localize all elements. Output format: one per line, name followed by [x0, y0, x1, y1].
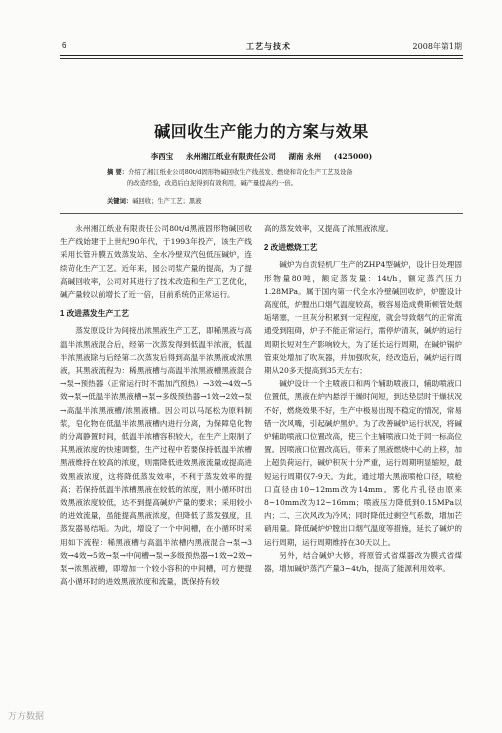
journal-name: 工艺与技术	[246, 41, 291, 51]
continued-paragraph: 高的蒸发效率，又提高了浓黑液浓度。	[264, 224, 394, 233]
keywords	[107, 196, 417, 205]
issue-label: 2008年第1期	[412, 42, 462, 51]
abstract-label: 摘 要：	[107, 169, 129, 176]
header-rule-thin	[60, 58, 463, 59]
author-name: 李西宝	[150, 152, 174, 161]
section-1-heading: 1 改进蒸发生产工艺	[60, 309, 129, 319]
section-2-paragraph-2: 碱炉设计一个主喷液口和两个辅助喷液口，辅助喷液口位置低，黑液在炉内悬浮干燥时间短，到达垫层时干燥状况不好，燃烧效果不好，生产中极易出现不稳定的情况，常易错一次风嘴，引起碱炉黑炉。为了改善碱炉运行状况，将碱炉辅助喷液口位置改高，使三个主辅喷液口处于同一标高位置。因喷液口位置改高后，带来了黑液燃烧中心的上移，加上超负荷运行，碱炉积灰十分严重，运行周期明显缩短，最短运行周期仅7-9天。为此，通过增大黑液喷枪口径，喷枪口直径由10~12mm改为14mm。雾化片孔径由原来8~10mm改为12~16mm；喷液压力降低到0.15MPa以内；二、三次风改为冷风；同时降低过剩空气系数，增加芒硝用量。降低碱炉炉膛出口烟气温度等措施，延长了碱炉的运行周期，运行周期维持在30天以上。	[264, 379, 462, 547]
intro-paragraph: 永州湘江纸业有限责任公司80t/d黑液固形物碱回收生产线始建于上世纪90年代，于1993年投产，该生产线采用长管升膜五效蒸发站、全水冷壁双汽包低压碱炉，连续苛化生产工艺。近年来，园公司浆产量的提高，为了提高碱回收率，公司对其进行了技术改造和生产工艺优化，碱产量较以前增长了近一倍，目前系统仍正常运行。	[60, 224, 252, 300]
author-line	[60, 151, 463, 162]
abstract-text-1: 介绍了湘江纸业公司80t/d固形物碱回收生产线蒸发、燃烧和苛化生产工艺及设备	[128, 169, 353, 176]
postcode: (425000)	[333, 152, 373, 161]
right-column	[264, 222, 462, 575]
watermark: 万方数据	[8, 711, 45, 721]
section-2-paragraph-1: 碱炉为自贡轻机厂生产的ZHP4型碱炉，设计日处理固形物量80吨，额定蒸发量：14t/h，额定蒸汽压力1.28MPa。属于国内第一代全水冷壁碱回收炉，炉膛设计高度低，炉膛出口烟气温度较高，极容易造成费斯顿管处烟垢堵塞，一旦灰分积累到一定程度，就会导致烟气的正常流通受到阻碍，炉子不能正常运行，需停炉清灰，碱炉的运行周期长短对生产影响较大，为了延长运行周期，在碱炉锅炉管束处增加了吹灰器，并加强吹灰，经改造后，碱炉运行周期从20多天提高到35天左右；	[264, 260, 462, 376]
running-header	[62, 41, 462, 55]
keywords-text: 碱回收；生产工艺；黑液	[132, 198, 202, 205]
location: 湖南 永州	[288, 152, 322, 161]
abstract-rule	[60, 213, 463, 214]
abstract-text-2: 的改造经验，改造后白泥得到有效利用，碱产量提高约一倍。	[127, 180, 298, 187]
article-title: 碱回收生产能力的方案与效果	[154, 122, 369, 141]
section-2-paragraph-3: 另外，结合碱炉大修，将原管式省煤器改为膜式省煤器，增加碱炉蒸汽产量3~4t/h，提高了能源利用效率。	[264, 550, 462, 574]
section-1-paragraph: 蒸发原设计为间接出浓黑液生产工艺，即稀黑液与高温半浓黑液混合后，经第一次蒸发得到低温半浓液，低温半浓黑液除与后经第二次蒸发后得到高温半浓黑液或浓黑液，其黑液流程为：稀黑液槽与高温半浓黑液槽黑液混合→泵→预热器（正常运行时不需加汽预热）→3效→4效→5效→泵→低温半浓黑液槽→泵→多级预热器→1效→2效→泵→高温半浓黑液槽/浓黑液槽。因公司以马尾松为原料制浆，皂化物在低温半浓黑液槽内进行分离，为保障皂化物的分离静置时间，低温半浓槽容积较大，在生产上限制了其黑液浓度的快速调整，生产过程中若要保持低温半浓槽黑液维持在较高的浓度，则需降低进效黑液流量或提高进效黑液浓度，这将降低蒸发效率，不利于蒸发效率的提高；若保持低温半浓槽黑液在较低的浓度，则小循环时出效黑液浓度较低，达不到提高碱炉产量的要求；采用较小的进效流量，虽能提高黑液浓度，但降低了蒸发强度，且蒸发器易结垢。为此，增设了一个中间槽，在小循环时采用如下流程：稀黑液槽与高温半浓槽内黑液混合→泵→3效→4效→5效→泵→中间槽→泵→多级预热器→1效→2效→泵→浓黑液槽，即增加一个较小容积的中间槽，可方便提高小循环时的进效黑液浓度和流量，既保持有较	[60, 326, 252, 587]
keywords-label: 关键词：	[107, 198, 133, 205]
section-2-heading: 2 改进燃烧工艺	[264, 243, 318, 253]
abstract	[107, 167, 417, 189]
page-number: 6	[62, 41, 67, 50]
left-column	[60, 222, 252, 588]
affiliation: 永州湘江纸业有限责任公司	[185, 152, 276, 161]
header-rule	[60, 55, 463, 56]
